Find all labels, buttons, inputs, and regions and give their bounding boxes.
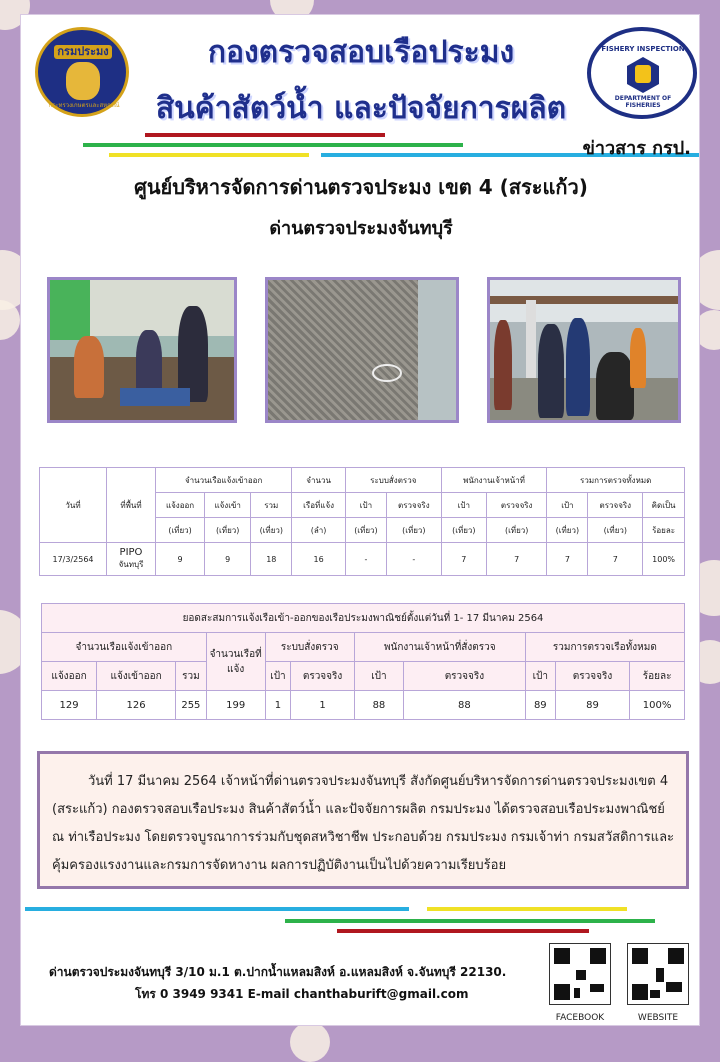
table-unit: (เที่ยว)	[486, 518, 546, 543]
background-flower	[0, 300, 20, 340]
person-figure	[538, 324, 564, 418]
table-unit: (ลำ)	[292, 518, 346, 543]
checkpoint-title: ด่านตรวจประมงจันทบุรี	[269, 218, 453, 239]
news-paragraph: วันที่ 17 มีนาคม 2564 เจ้าหน้าที่ด่านตรวจประมงจันทบุรี สังกัดศูนย์บริหารจัดการด่านตรวจประมงเขต 4 (สระแก้ว) กองตรวจสอบเรือประมง สินค้าสัตว์น้ำ และปัจจัยการผลิต กรมประมง ได้ตรวจสอบเรือประมงพาณิชย์ ณ ท่าเรือประมง โดยตรวจบูรณาการร่วมกับชุดสหวิชาชีพ ประกอบด้วย กรมประมง กรมเจ้าท่า กรมสวัสดิการและคุ้มครองแรงงานและกรมการจัดหางาน ผลการปฏิบัติงานเป็นไปด้วยความเรียบร้อย	[37, 751, 689, 889]
table-cell: 88	[404, 691, 526, 720]
table-cell: 7	[588, 543, 643, 576]
website-qr-code[interactable]	[627, 943, 689, 1005]
table-header: ระบบสั่งตรวจ	[265, 633, 354, 662]
table-unit: (เที่ยว)	[251, 518, 292, 543]
table-unit: (เที่ยว)	[205, 518, 251, 543]
table-subheader: ตรวจจริง	[386, 493, 441, 518]
person-figure	[74, 336, 104, 398]
table-row	[42, 691, 685, 720]
table-row	[40, 543, 685, 576]
table-cell: 100%	[643, 543, 685, 576]
table-subheader: แจ้งเข้าออก	[97, 662, 176, 691]
table-subheader: เป้า	[345, 493, 386, 518]
table-subheader: แจ้งเข้า	[205, 493, 251, 518]
inspection-photo-1	[47, 277, 237, 423]
table-unit: (เที่ยว)	[345, 518, 386, 543]
table-cell: 100%	[630, 691, 685, 720]
table-cell: 7	[441, 543, 486, 576]
daily-inspection-table	[39, 467, 685, 576]
person-figure	[630, 328, 646, 388]
divider-bar	[337, 929, 589, 933]
table-cell: 199	[206, 691, 265, 720]
table-unit: ร้อยละ	[643, 518, 685, 543]
table-unit: (เที่ยว)	[588, 518, 643, 543]
table-header: วันที่	[40, 468, 107, 543]
table-cell: 18	[251, 543, 292, 576]
logo-bottom-text: DEPARTMENT OF FISHERIES	[614, 95, 672, 109]
table-subheader: รวม	[251, 493, 292, 518]
table-cell	[107, 543, 156, 576]
inspection-photo-3	[487, 277, 681, 423]
table-header: พนักงานเจ้าหน้าที่สั่งตรวจ	[354, 633, 525, 662]
table-cell: 1	[291, 691, 354, 720]
website-label: WEBSITE	[637, 1013, 679, 1023]
table-header: จำนวน	[292, 468, 346, 493]
table-cell: -	[345, 543, 386, 576]
table-cell: 89	[525, 691, 555, 720]
logo-top-text: กรมประมง	[54, 45, 112, 59]
table-subheader: รวม	[176, 662, 207, 691]
table-subheader: ตรวจจริง	[486, 493, 546, 518]
table-unit: (เที่ยว)	[547, 518, 588, 543]
divider-bar	[427, 907, 627, 911]
divider-bar	[145, 133, 385, 137]
table-cell: 1	[265, 691, 291, 720]
table-subheader: ร้อยละ	[630, 662, 685, 691]
divider-bar	[83, 143, 463, 147]
table-cell: 129	[42, 691, 97, 720]
inspection-photo-2	[265, 277, 459, 423]
logo-top-text: FISHERY INSPECTION	[601, 45, 685, 53]
logo-bottom-text: กระทรวงเกษตรและสหกรณ์	[48, 102, 120, 109]
divider-bar	[109, 153, 309, 157]
contact-text: โทร 0 3949 9341 E-mail chanthaburift@gmail.com	[135, 987, 469, 1001]
background-flower	[290, 1022, 330, 1062]
divider-bar	[285, 919, 655, 923]
table-header: จำนวนเรือแจ้งเข้าออก	[42, 633, 207, 662]
table-header: รวมการตรวจเรือทั้งหมด	[525, 633, 684, 662]
table-cell: 89	[555, 691, 629, 720]
news-label: ข่าวสาร กรป.	[582, 138, 691, 159]
divider-bar	[25, 907, 409, 911]
table-cell: 9	[156, 543, 205, 576]
table-header: จำนวนเรือแจ้งเข้าออก	[156, 468, 292, 493]
table-subheader: เป้า	[525, 662, 555, 691]
address-text: ด่านตรวจประมงจันทบุรี 3/10 ม.1 ต.ปากน้ำแหลมสิงห์ อ.แหลมสิงห์ จ.จันทบุรี 22130.	[49, 965, 507, 979]
person-figure	[494, 320, 512, 410]
table-cell: 16	[292, 543, 346, 576]
table-subheader: ตรวจจริง	[404, 662, 526, 691]
table-cell: 88	[354, 691, 403, 720]
news-sheet	[20, 14, 700, 1026]
table-subheader: คิดเป็น	[643, 493, 685, 518]
table-unit: (เที่ยว)	[386, 518, 441, 543]
table-cell: 9	[205, 543, 251, 576]
table-unit: (เที่ยว)	[441, 518, 486, 543]
table-header: ที่พื้นที่	[107, 468, 156, 543]
table-subheader: ตรวจจริง	[291, 662, 354, 691]
table-subheader: แจ้งออก	[42, 662, 97, 691]
table-cell: -	[386, 543, 441, 576]
table-cell: 7	[547, 543, 588, 576]
table-subheader: เป้า	[354, 662, 403, 691]
place-line: PIPO	[119, 547, 143, 558]
table-subheader: เป้า	[265, 662, 291, 691]
table-subheader: ตรวจจริง	[588, 493, 643, 518]
table-cell: 255	[176, 691, 207, 720]
center-title: ศูนย์บริหารจัดการด่านตรวจประมง เขต 4 (สระแก้ว)	[134, 175, 588, 199]
facebook-qr-code[interactable]	[549, 943, 611, 1005]
table-unit: (เที่ยว)	[156, 518, 205, 543]
page-title-line1: กองตรวจสอบเรือประมง	[207, 35, 515, 70]
person-figure	[566, 318, 590, 416]
table-subheader: เรือที่แจ้ง	[292, 493, 346, 518]
table-cell: 17/3/2564	[40, 543, 107, 576]
table-subheader: เป้า	[441, 493, 486, 518]
person-figure	[596, 352, 634, 420]
table-header: รวมการตรวจทั้งหมด	[547, 468, 685, 493]
table-subheader: แจ้งออก	[156, 493, 205, 518]
table-header: ระบบสั่งตรวจ	[345, 468, 441, 493]
table-cell: 126	[97, 691, 176, 720]
table-subheader: เป้า	[547, 493, 588, 518]
table-title: ยอดสะสมการแจ้งเรือเข้า-ออกของเรือประมงพาณิชย์ตั้งแต่วันที่ 1- 17 มีนาคม 2564	[42, 604, 685, 633]
table-cell: 7	[486, 543, 546, 576]
page-title-line2: สินค้าสัตว์น้ำ และปัจจัยการผลิต	[155, 91, 567, 126]
table-header: พนักงานเจ้าหน้าที่	[441, 468, 547, 493]
table-subheader: ตรวจจริง	[555, 662, 629, 691]
table-header: จำนวนเรือที่แจ้ง	[206, 633, 265, 691]
place-line: จันทบุรี	[118, 560, 144, 569]
facebook-label: FACEBOOK	[555, 1013, 605, 1023]
cumulative-inspection-table	[41, 603, 685, 720]
